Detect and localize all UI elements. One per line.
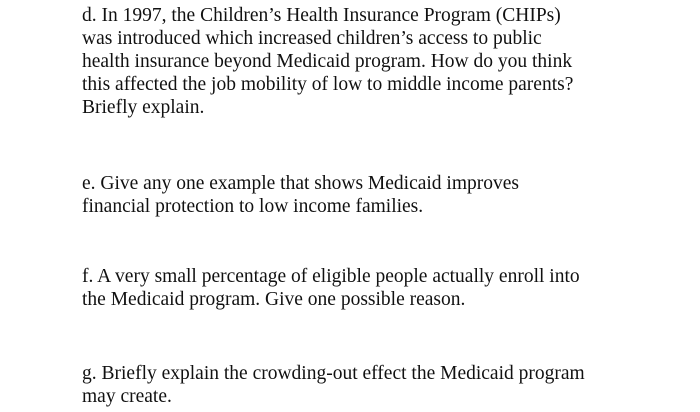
question-d-line: was introduced which increased children’s access to public — [82, 28, 542, 49]
question-d-line: this affected the job mobility of low to middle income parents? — [82, 74, 574, 95]
question-g-line: may create. — [82, 386, 172, 407]
question-d-line: d. In 1997, the Children’s Health Insurance Program (CHIPs) — [82, 5, 561, 26]
question-f-line: f. A very small percentage of eligible people actually enroll into — [82, 266, 580, 287]
question-g-line: g. Briefly explain the crowding-out effect the Medicaid program — [82, 363, 585, 384]
question-f-line: the Medicaid program. Give one possible reason. — [82, 289, 466, 310]
question-g — [82, 362, 642, 408]
question-e-line: financial protection to low income families. — [82, 196, 424, 217]
question-f — [82, 265, 642, 311]
question-d-line: Briefly explain. — [82, 97, 205, 118]
question-d-line: health insurance beyond Medicaid program. How do you think — [82, 51, 573, 72]
question-e — [82, 172, 642, 218]
question-d — [82, 4, 642, 119]
question-e-line: e. Give any one example that shows Medicaid improves — [82, 173, 520, 194]
